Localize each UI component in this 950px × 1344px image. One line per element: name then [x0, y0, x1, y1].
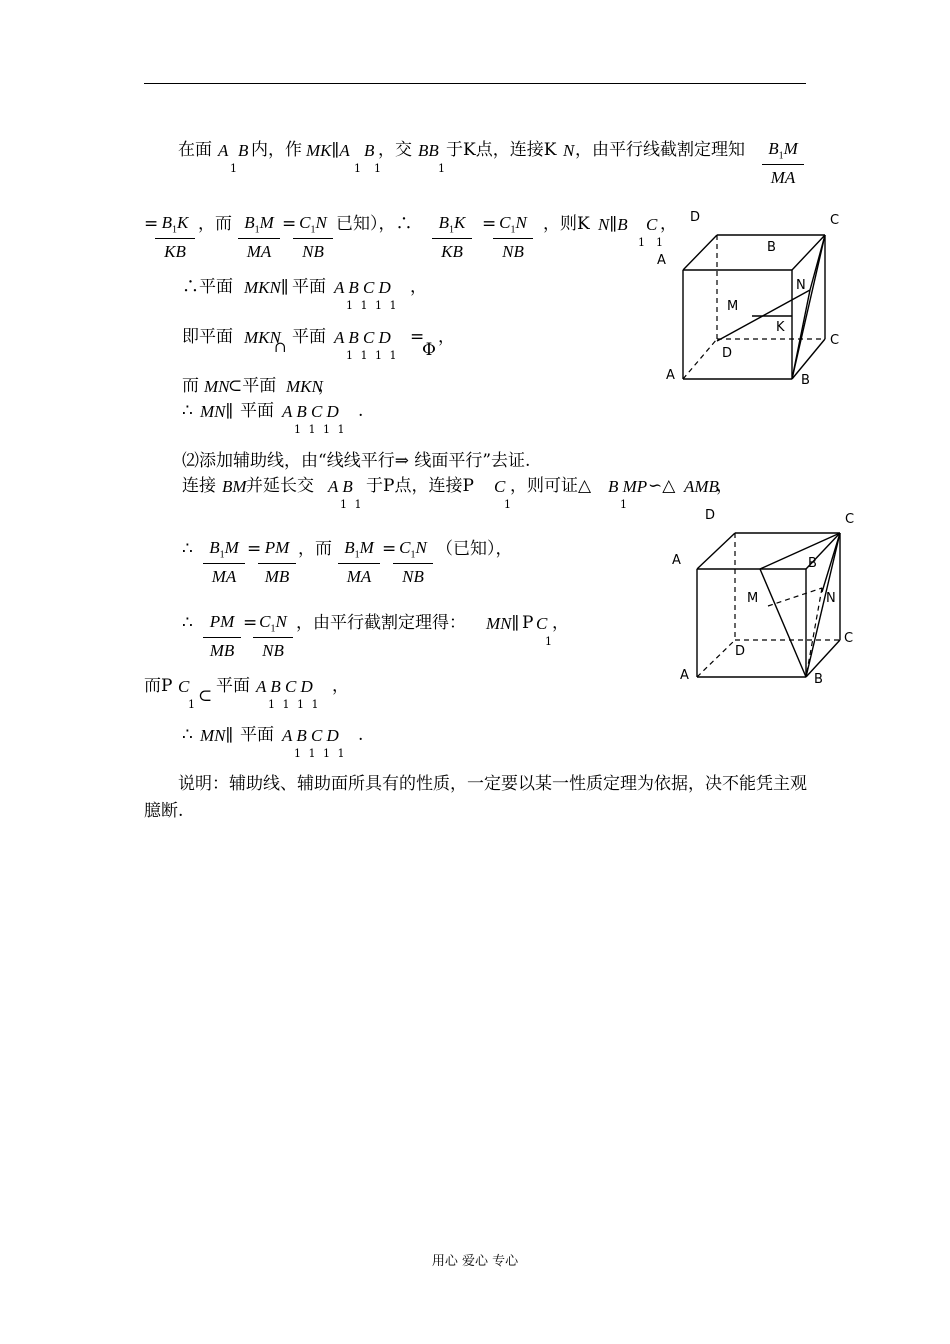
- text: ，: [332, 676, 349, 696]
- text: C: [178, 677, 190, 696]
- equals: =: [482, 214, 497, 234]
- fraction-b1m-ma: $\frac{B_1M}{MA}$: [338, 539, 380, 585]
- text: ，: [410, 277, 427, 297]
- vertex-label-d: D: [722, 346, 733, 361]
- text: ∴: [182, 401, 193, 421]
- text: ∽△: [648, 476, 676, 496]
- vertex-label-c1: C: [830, 213, 840, 228]
- subscript: 1: [230, 162, 237, 175]
- text: A B: [328, 477, 353, 496]
- text: ∴: [182, 539, 193, 559]
- vertex-label-a1: A: [657, 253, 666, 268]
- text: ，: [660, 214, 677, 234]
- equals: =: [382, 539, 397, 559]
- equals: =: [282, 214, 297, 234]
- text: ∴: [182, 725, 193, 745]
- text: ∴: [182, 613, 193, 633]
- vertex-label-d1: D: [690, 210, 701, 225]
- cap-symbol: ∩: [274, 338, 287, 356]
- vertex-label-b: B: [801, 373, 810, 388]
- text: 内，作: [251, 140, 302, 160]
- fraction-b1k-kb: $\frac{B_1K}{KB}$: [155, 214, 195, 260]
- fraction-c1n-nb: $\frac{C_1N}{NB}$: [253, 613, 293, 659]
- fraction-pm-mb: $\frac{PM}{MB}$: [203, 613, 241, 659]
- method-2-heading: ⑵添加辅助线，由“线线平行⇒ 线面平行”去证.: [182, 451, 531, 471]
- subscript: 1: [545, 635, 552, 648]
- text: 于P点，连接P: [366, 476, 474, 496]
- vertex-label-d: D: [735, 644, 746, 659]
- text: N: [563, 141, 575, 160]
- subscript: 1: [620, 498, 627, 511]
- text: ，则可证△: [510, 476, 592, 496]
- text: 平面: [292, 327, 326, 347]
- subscript: 1 1: [340, 498, 362, 511]
- subscript: 1: [504, 498, 511, 511]
- equals: =: [410, 327, 425, 347]
- header-rule: [144, 83, 806, 84]
- note-paragraph: 说明：辅助线、辅助面所具有的性质，一定要以某一性质定理为依据，决不能凭主观臆断.: [144, 774, 807, 821]
- text: P: [522, 613, 534, 633]
- text: BM: [222, 477, 247, 496]
- text: ，: [716, 476, 733, 496]
- vertex-label-b1: B: [767, 240, 776, 255]
- subset-symbol: ⊂: [198, 686, 213, 706]
- text: MN: [204, 377, 230, 396]
- fraction-c1n-nb: $\frac{C_1N}{NB}$: [393, 539, 433, 585]
- text: 平面: [216, 676, 250, 696]
- text: （已知），: [436, 539, 513, 559]
- text: C: [646, 215, 658, 234]
- text: 于K点，连接K: [446, 140, 557, 160]
- text: ，由平行线截割定理知: [575, 140, 745, 160]
- fraction-b1m-ma: $\frac{B_1M}{MA}$: [238, 214, 280, 260]
- point-label-k: K: [776, 320, 785, 335]
- text: MN∥: [200, 726, 234, 745]
- vertex-label-c: C: [830, 333, 840, 348]
- vertex-label-b: B: [814, 672, 823, 687]
- text: ，交: [378, 140, 412, 160]
- text: .: [358, 725, 364, 745]
- text: ，: [552, 613, 569, 633]
- text: 平面: [240, 725, 274, 745]
- equals: =: [247, 539, 262, 559]
- text: MN∥: [486, 614, 520, 633]
- fraction-c1n-nb: $\frac{C_1N}{NB}$: [493, 214, 533, 260]
- equals: =: [243, 613, 258, 633]
- text: 而: [182, 376, 199, 396]
- vertex-label-a: A: [666, 368, 675, 383]
- page-footer: 用心 爱心 专心: [431, 1254, 519, 1269]
- text: A: [218, 141, 229, 160]
- subscript: 1 1 1 1: [294, 747, 345, 760]
- vertex-label-d1: D: [705, 508, 716, 523]
- text: ⊂平面: [228, 376, 277, 396]
- subscript: 1: [438, 162, 445, 175]
- text: A B C D: [334, 328, 391, 347]
- text: B MP: [608, 477, 648, 496]
- cube-figure-1: [650, 200, 860, 400]
- text: C: [494, 477, 506, 496]
- text: ，: [318, 376, 335, 396]
- subscript: 1 1 1 1: [294, 423, 345, 436]
- text: A B C D: [282, 402, 339, 421]
- text: 连接: [182, 476, 216, 496]
- vertex-label-a1: A: [672, 553, 681, 568]
- subscript: 1: [638, 236, 645, 249]
- subscript: 1 1 1 1: [346, 299, 397, 312]
- point-label-n: N: [796, 278, 806, 293]
- text: 而P: [144, 676, 173, 696]
- equals: =: [144, 214, 159, 234]
- fraction-pm-mb: $\frac{PM}{MB}$: [258, 539, 296, 585]
- text: BB: [418, 141, 439, 160]
- fraction-b1m-ma: $\frac{B_1M}{MA}$: [203, 539, 245, 585]
- text: .: [358, 401, 364, 421]
- point-label-m: M: [747, 591, 759, 606]
- subscript: 1 1 1 1: [268, 698, 319, 711]
- subscript: 1: [374, 162, 381, 175]
- text: B: [238, 141, 249, 160]
- vertex-label-b1: B: [808, 556, 817, 571]
- subscript: 1 1 1 1: [346, 349, 397, 362]
- phi-symbol: Φ: [422, 340, 436, 360]
- text: 已知），∴: [336, 214, 413, 234]
- text: ，而: [198, 214, 232, 234]
- text: MKN∥: [244, 278, 289, 297]
- text: 平面: [292, 277, 326, 297]
- text: AMB: [684, 477, 719, 496]
- text: ，而: [298, 539, 332, 559]
- cube-figure-2: [660, 500, 860, 695]
- text: MKN: [244, 328, 281, 347]
- text: 在面: [178, 140, 212, 160]
- text: A B C D: [282, 726, 339, 745]
- fraction-c1n-nb: $\frac{C_1N}{NB}$: [293, 214, 333, 260]
- text: 并延长交: [246, 476, 314, 496]
- text: 平面: [240, 401, 274, 421]
- text: C: [536, 614, 548, 633]
- point-label-n: N: [826, 591, 836, 606]
- subscript: 1: [354, 162, 361, 175]
- text: A B C D: [256, 677, 313, 696]
- text: MKN: [286, 377, 323, 396]
- text: B: [364, 141, 375, 160]
- text: ，则K: [543, 214, 590, 234]
- vertex-label-c: C: [844, 631, 854, 646]
- subscript: 1: [656, 236, 663, 249]
- text: ，: [438, 327, 455, 347]
- text: MK∥A: [306, 141, 350, 160]
- text: N∥B: [598, 215, 628, 234]
- point-label-m: M: [727, 299, 739, 314]
- text: ∴平面: [182, 277, 233, 297]
- vertex-label-c1: C: [845, 512, 855, 527]
- text: ，由平行截割定理得：: [296, 613, 466, 633]
- fraction-b1m-ma: $\frac{B_1M}{MA}$: [762, 140, 804, 186]
- text: MN∥: [200, 402, 234, 421]
- text: 即平面: [182, 327, 233, 347]
- vertex-label-a: A: [680, 668, 689, 683]
- text: A B C D: [334, 278, 391, 297]
- fraction-b1k-kb: $\frac{B_1K}{KB}$: [432, 214, 472, 260]
- subscript: 1: [188, 698, 195, 711]
